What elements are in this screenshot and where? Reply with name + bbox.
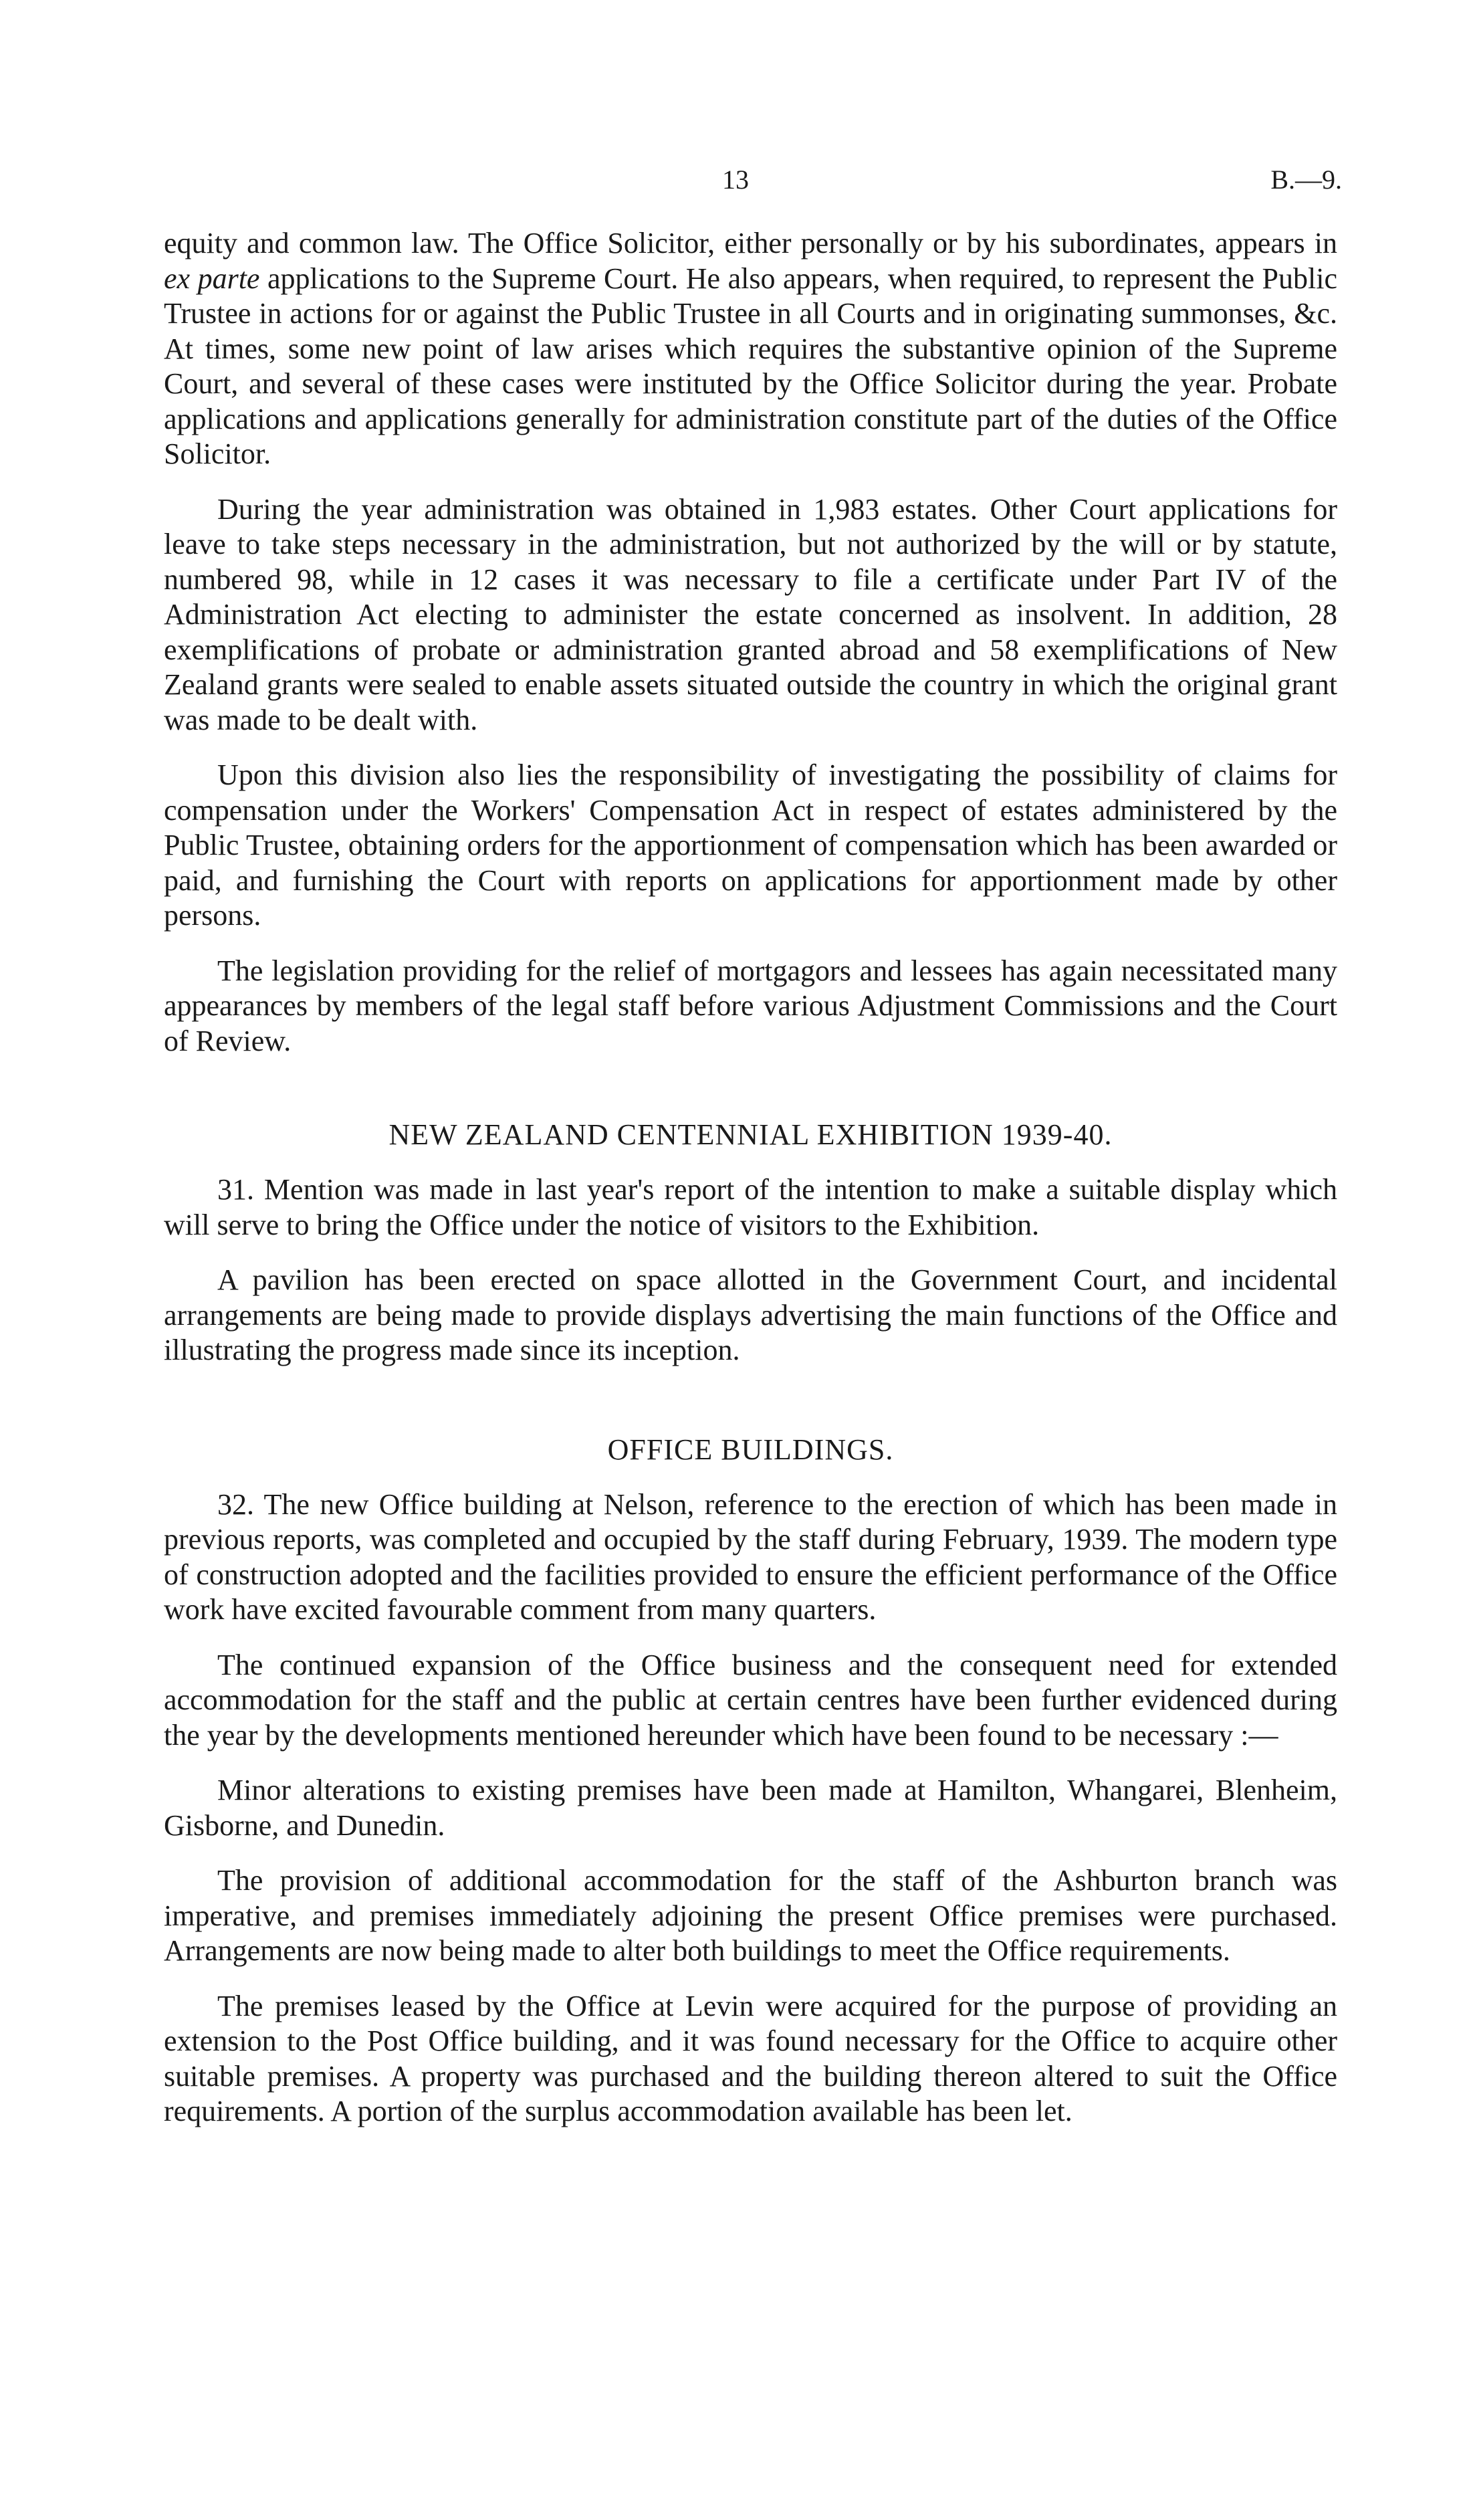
- paragraph-ashburton-branch: The provision of additional accommodation for the staff of the Ashburton branch was imperative, and premises immediately adjoining the present Office premises were purchased. Arrangements are now being made to alter both buildings to meet the Office requirements.: [164, 1864, 1337, 1967]
- page-number: 13: [722, 165, 749, 195]
- paragraph-exhibition-pavilion: A pavilion has been erected on space allotted in the Government Court, and incidental arrangements are being made to provide displays advertising the main functions of the Office and illustrating the progress made since its inception.: [164, 1263, 1337, 1366]
- paragraph-accommodation-expansion: The continued expansion of the Office business and the consequent need for extended accommodation for the staff and the public at certain centres have been further evidenced during the year by the developments mentioned hereunder which have been found to be necessary :—: [164, 1648, 1337, 1752]
- paragraph-administration-estates: During the year administration was obtained in 1,983 estates. Other Court applications for leave to take steps necessary in the administration, but not authorized by the will or by statute, numbered 98, while in 12 cases it was necessary to file a certificate under Part IV of the Administration Act electing to administer the estate concerned as insolvent. In addition, 28 exemplifications of probate or administration granted abroad and 58 exemplifications of New Zealand grants were sealed to enable assets situated outside the country in which the original grant was made to be dealt with.: [164, 492, 1337, 736]
- page-header: [0, 164, 1469, 204]
- paragraph-mortgagors-relief: The legislation providing for the relief of mortgagors and lessees has again necessitated many appearances by members of the legal staff before various Adjustment Commissions and the Court of Review.: [164, 954, 1337, 1057]
- section-heading-centennial-exhibition: NEW ZEALAND CENTENNIAL EXHIBITION 1939-40.: [388, 1118, 1113, 1151]
- document-reference: B.—9.: [1270, 165, 1342, 195]
- italic-term: ex parte: [164, 261, 260, 295]
- paragraph-nelson-building: 32. The new Office building at Nelson, reference to the erection of which has been made in previous reports, was completed and occupied by the staff during February, 1939. The modern type of construction adopted and the facilities provided to ensure the efficient performance of the Office work have excited favourable comment from many quarters.: [164, 1487, 1337, 1626]
- paragraph-workers-compensation: Upon this division also lies the responsibility of investigating the possibility of claims for compensation under the Workers' Compensation Act in respect of estates administered by the Public Trustee, obtaining orders for the apportionment of compensation which has been awarded or paid, and furnishing the Court with reports on applications for apportionment made by other persons.: [164, 758, 1337, 932]
- page-body: [164, 226, 1337, 2149]
- paragraph-levin-premises: The premises leased by the Office at Levin were acquired for the purpose of providing an extension to the Post Office building, and it was found necessary for the Office to acquire other suitable premises. A property was purchased and the building thereon altered to suit the Office requirements. A portion of the surplus accommodation available has been let.: [164, 1989, 1337, 2127]
- paragraph-exhibition-display: 31. Mention was made in last year's report of the intention to make a suitable display which will serve to bring the Office under the notice of visitors to the Exhibition.: [164, 1173, 1337, 1241]
- paragraph-text: equity and common law. The Office Solicitor, either personally or by his subordinates, appears in: [164, 227, 1337, 259]
- paragraph-text: applications to the Supreme Court. He also appears, when required, to represent the Public Trustee in actions for or against the Public Trustee in all Courts and in originating summonses, &c. At times, some new point of law arises which requires the substantive opinion of the Supreme Court, and several of these cases were instituted by the Office Solicitor during the year. Probate applications and applications generally for administration constitute part of the duties of the Office Solicitor.: [164, 261, 1337, 470]
- section-heading-office-buildings: OFFICE BUILDINGS.: [607, 1433, 894, 1466]
- paragraph-minor-alterations: Minor alterations to existing premises have been made at Hamilton, Whangarei, Blenheim, Gisborne, and Dunedin.: [164, 1774, 1337, 1842]
- paragraph-office-solicitor-continued: [164, 226, 1337, 472]
